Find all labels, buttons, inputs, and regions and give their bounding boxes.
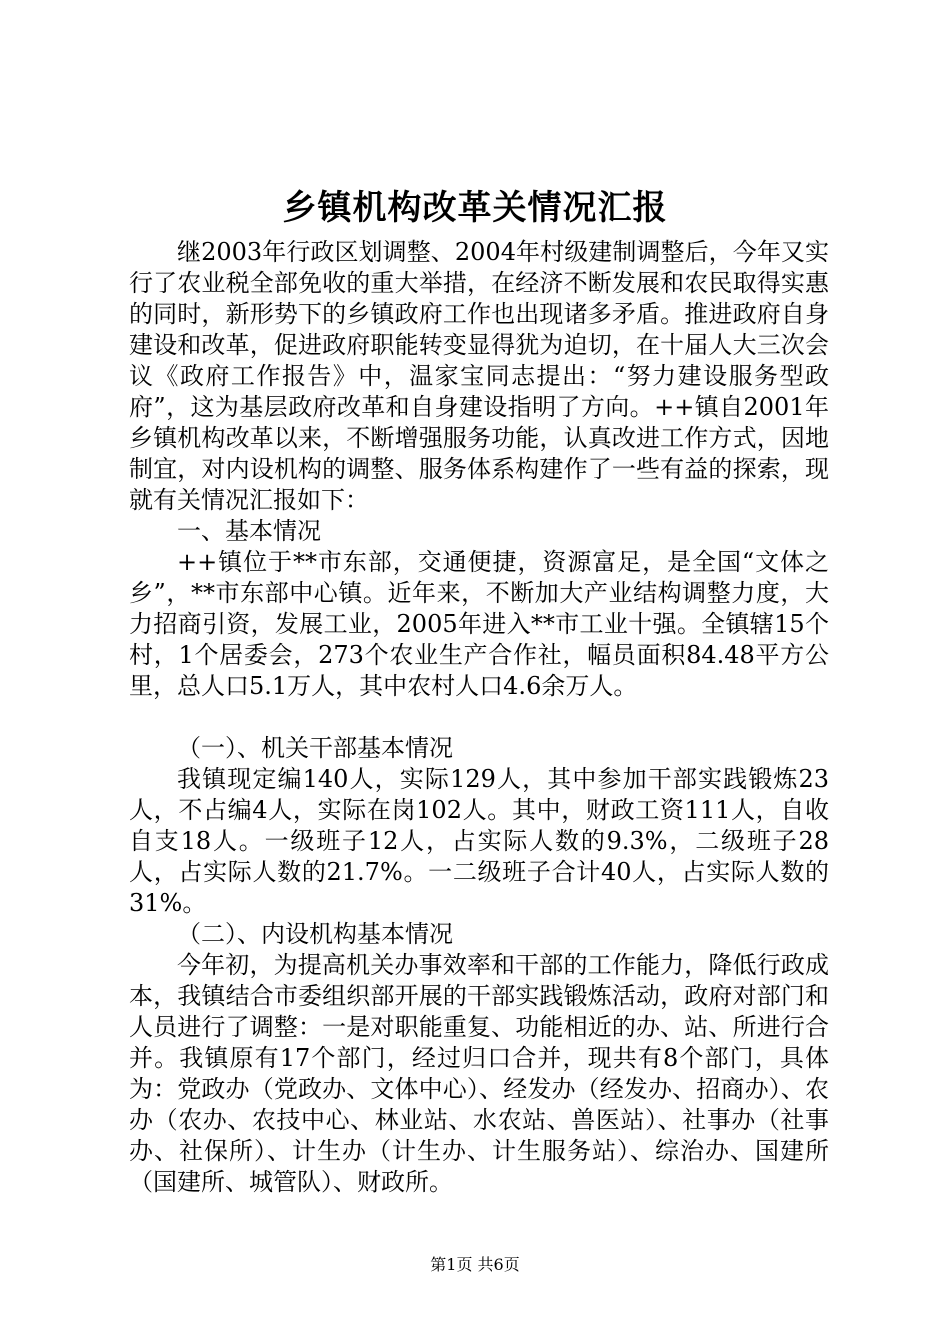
cadres-paragraph: 我镇现定编140人，实际129人，其中参加干部实践锻炼23人，不占编4人，实际在岗102人。其中，财政工资111人，自收自支18人。一级班子12人，占实际人数的9.3%，二级班子28人，占实际人数的21.7%。一二级班子合计40人，占实际人数的31%。 — [129, 765, 829, 917]
page-footer: 第1页 共6页 — [430, 1255, 520, 1274]
institutions-paragraph: 今年初，为提高机关办事效率和干部的工作能力，降低行政成本，我镇结合市委组织部开展的干部实践锻炼活动，政府对部门和人员进行了调整：一是对职能重复、功能相近的办、站、所进行合并。我镇原有17个部门，经过归口合并，现共有8个部门，具体为：党政办（党政办、文体中心）、经发办（经发办、招商办）、农办（农办、农技中心、林业站、水农站、兽医站）、社事办（社事办、社保所）、计生办（计生办、计生服务站）、综治办、国建所（国建所、城管队）、财政所。 — [129, 951, 829, 1196]
section-heading-cadres: （一）、机关干部基本情况 — [177, 734, 453, 762]
page-title: 乡镇机构改革关情况汇报 — [282, 188, 668, 228]
paragraph-spacer — [129, 702, 829, 733]
intro-paragraph: 继2003年行政区划调整、2004年村级建制调整后，今年又实行了农业税全部免收的重大举措，在经济不断发展和农民取得实惠的同时，新形势下的乡镇政府工作也出现诸多矛盾。推进政府自身建设和改革，促进政府职能转变显得犹为迫切，在十届人大三次会议《政府工作报告》中，温家宝同志提出：“努力建设服务型政府”，这为基层政府改革和自身建设指明了方向。++镇自2001年乡镇机构改革以来，不断增强服务功能，认真改进工作方式，因地制宜，对内设机构的调整、服务体系构建作了一些有益的探索，现就有关情况汇报如下： — [129, 238, 829, 514]
basic-paragraph: ++镇位于**市东部，交通便捷，资源富足，是全国“文体之乡”，**市东部中心镇。近年来，不断加大产业结构调整力度，大力招商引资，发展工业，2005年进入**市工业十强。全镇辖15个村，1个居委会，273个农业生产合作社，幅员面积84.48平方公里，总人口5.1万人，其中农村人口4.6余万人。 — [129, 548, 829, 700]
section-heading-institutions: （二）、内设机构基本情况 — [177, 920, 453, 948]
section-heading-basic: 一、基本情况 — [177, 517, 321, 545]
document-body — [129, 237, 829, 1198]
